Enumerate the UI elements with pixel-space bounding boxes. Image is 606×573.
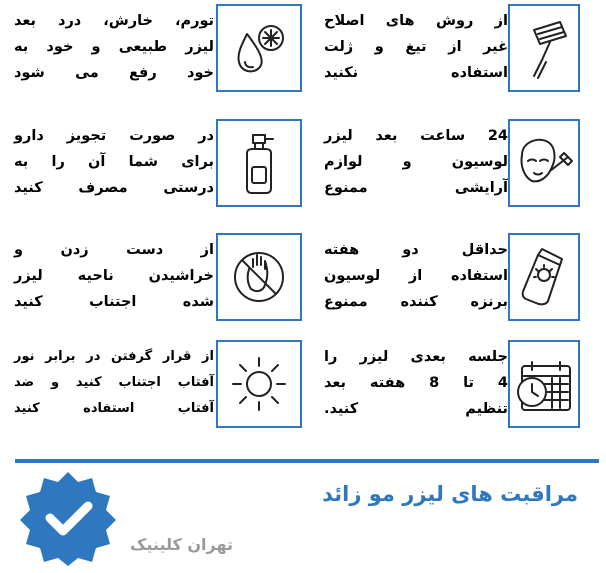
- calendar-clock-icon: [508, 340, 580, 428]
- razor-icon: [508, 4, 580, 92]
- tip-text: جلسه بعدی لیزر را 4 تا 8 هفته بعد تنظیم کنید.: [324, 349, 508, 417]
- tip-text: تورم، خارش، درد بعد لیزر طبیعی و خود به خود رفع می شود: [14, 13, 214, 81]
- tip-text: در صورت تجویز دارو برای شما آن را به درستی مصرف کنید: [14, 128, 214, 196]
- tip-razor: [318, 4, 580, 92]
- brand-name: تهران کلینیک: [130, 535, 234, 554]
- page-title: مراقبت های لیزر مو زائد: [322, 482, 578, 506]
- sun-icon: [216, 340, 302, 428]
- tip-makeup: [318, 119, 580, 207]
- sunscreen-tube-icon: [508, 233, 580, 321]
- tip-next-session: [318, 340, 580, 428]
- divider: [15, 459, 599, 463]
- tip-medication: [10, 119, 302, 207]
- tip-text: از روش های اصلاح غیر از تیغ و ژلت استفاده نکنید: [324, 13, 508, 81]
- makeup-face-icon: [508, 119, 580, 207]
- tip-sun: [10, 340, 302, 428]
- tip-text: از دست زدن و خراشیدن ناحیه لیزر شده اجتناب کنید: [14, 242, 214, 310]
- verified-badge-icon: [18, 468, 118, 568]
- lotion-bottle-icon: [216, 119, 302, 207]
- no-touch-hand-icon: [216, 233, 302, 321]
- tip-tanning: [318, 233, 580, 321]
- tip-text: از قرار گرفتن در برابر نور آفتاب اجتناب کنید و ضد آفتاب استفاده کنید: [14, 349, 214, 416]
- tip-text: 24 ساعت بعد لیزر لوسیون و لوازم آرایشی ممنوع: [324, 128, 508, 196]
- tip-no-touch: [10, 233, 302, 321]
- tip-text: حداقل دو هفته استفاده از لوسیون برنزه کننده ممنوع: [324, 242, 508, 310]
- tip-swelling: [10, 4, 302, 92]
- swelling-drop-icon: [216, 4, 302, 92]
